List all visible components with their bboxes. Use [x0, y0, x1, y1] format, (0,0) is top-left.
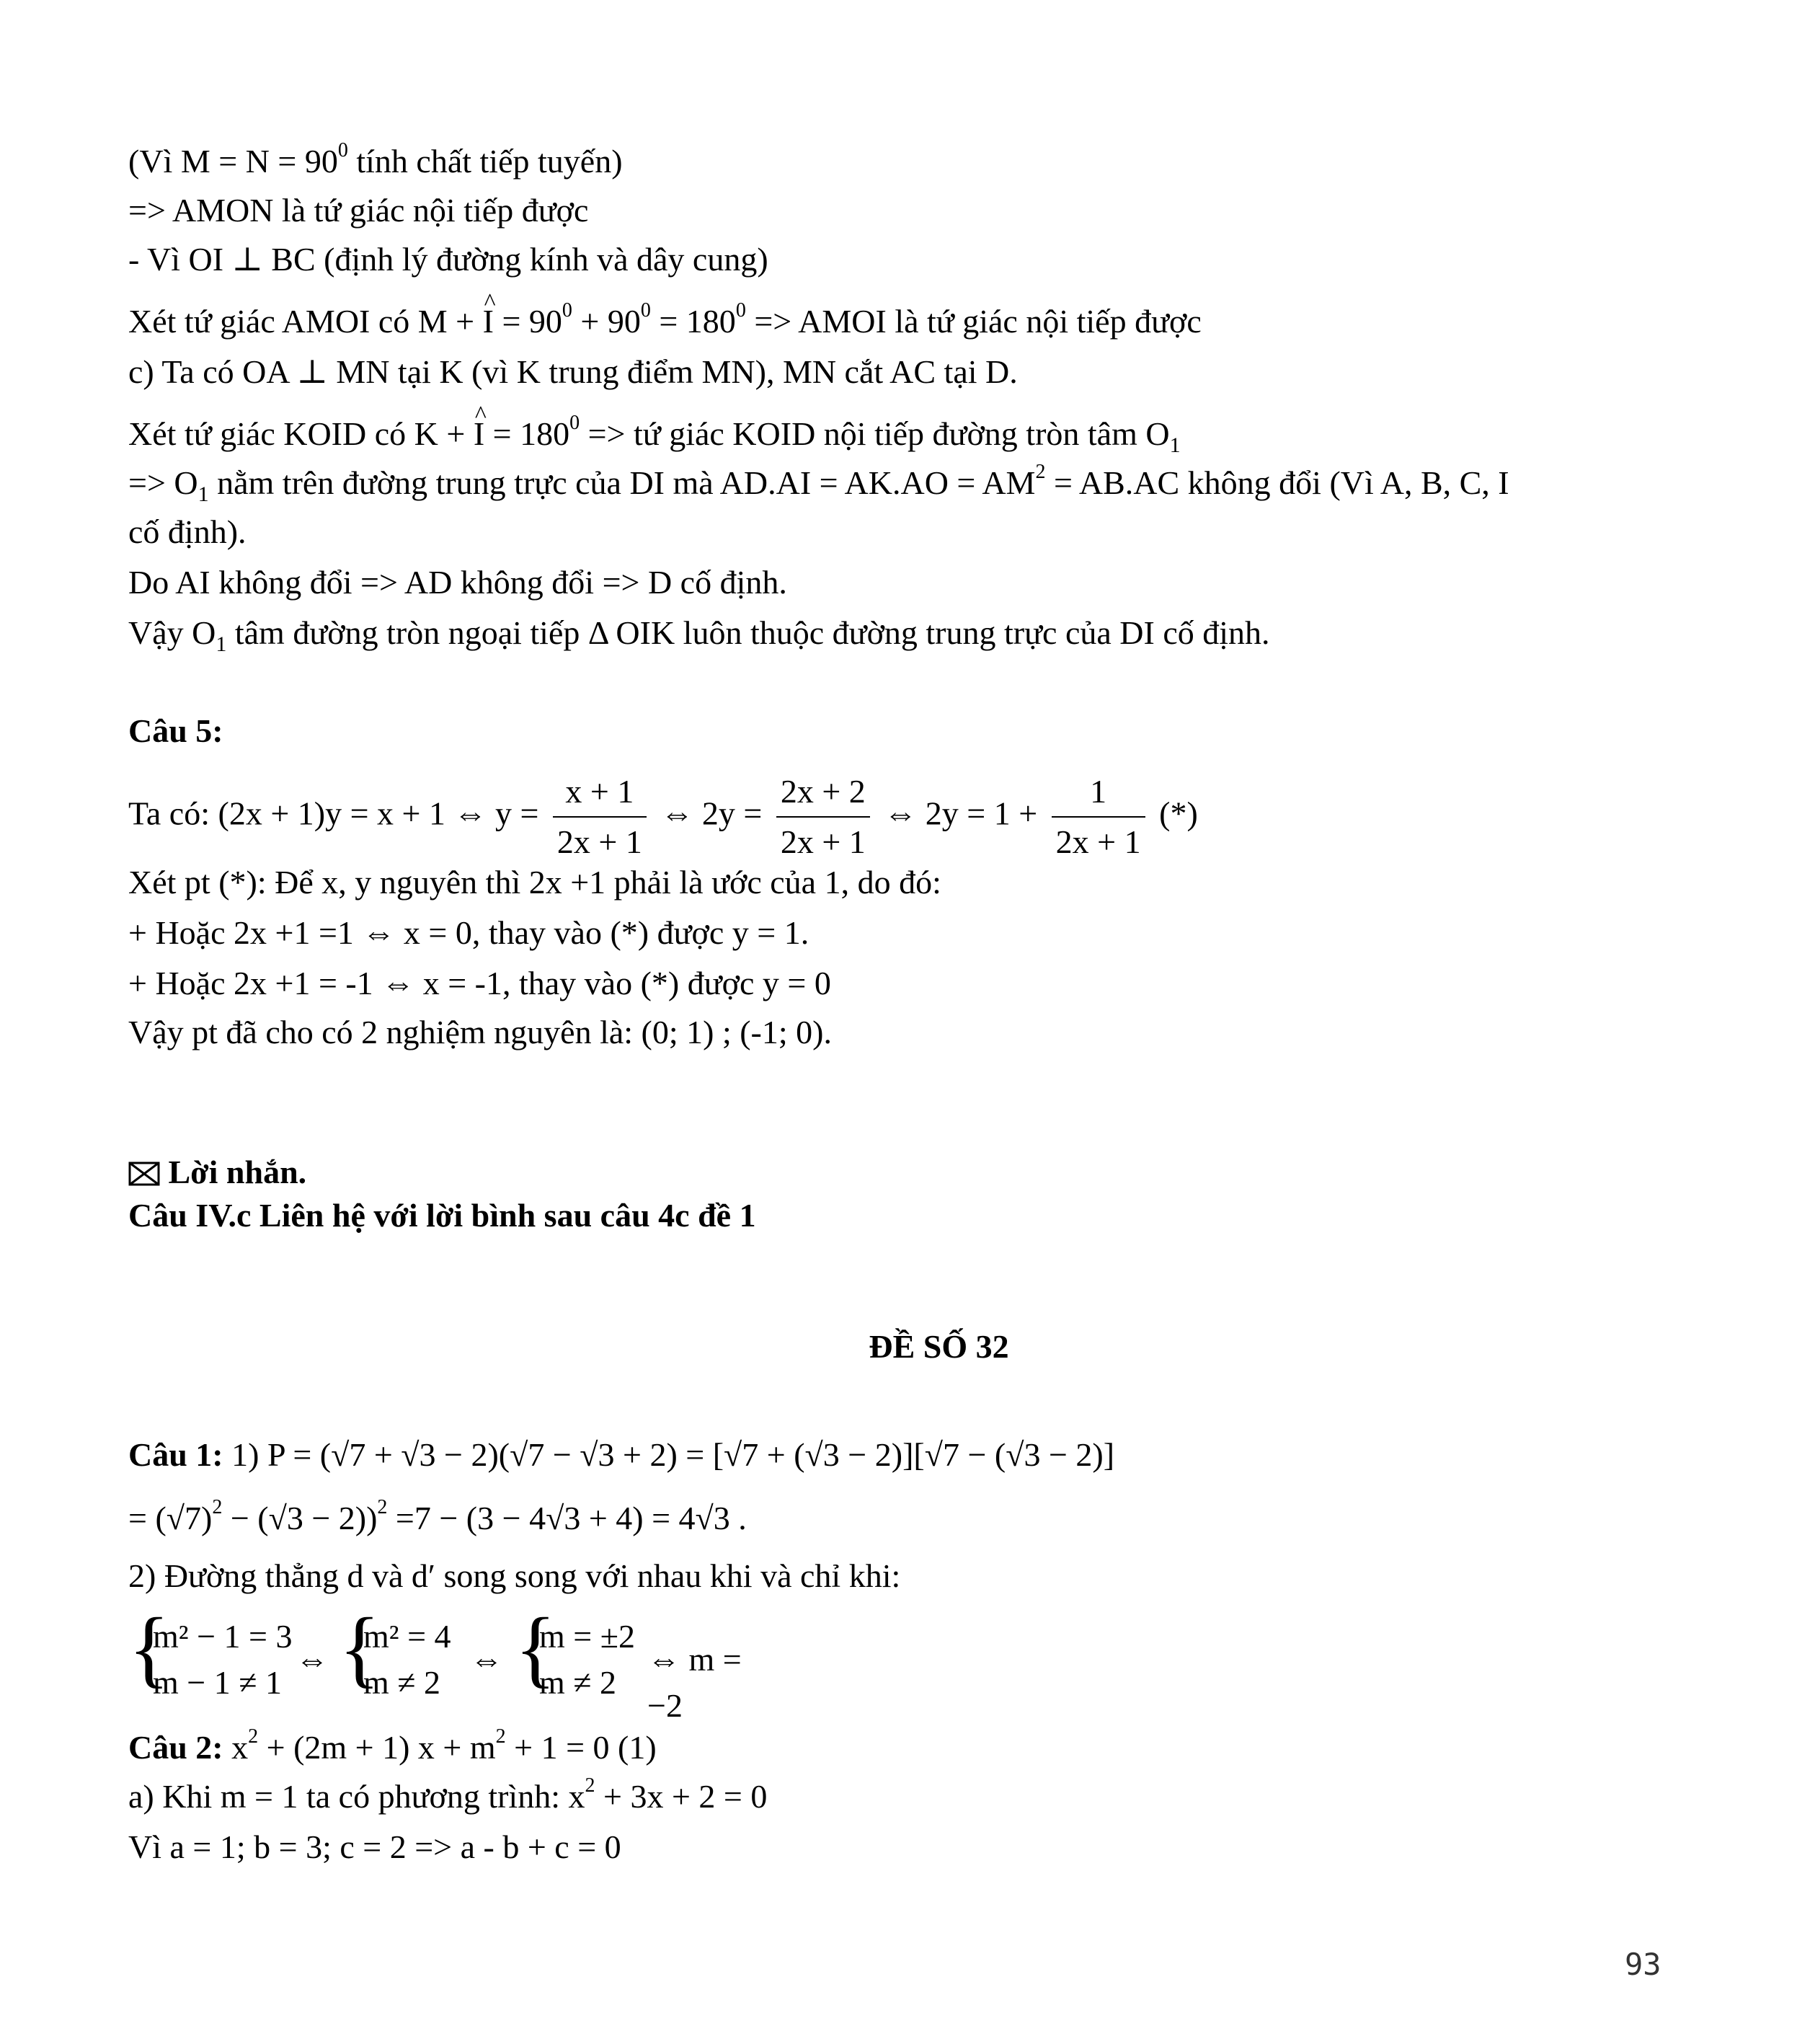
text-line: 2) Đường thẳng d và d′ song song với nhau khi và chỉ khi:: [128, 1557, 901, 1594]
system-row: m − 1 ≠ 1: [153, 1664, 282, 1701]
system-row: m ≠ 2: [539, 1664, 617, 1701]
text-span: + 90: [572, 303, 641, 340]
text-span: + 1 = 0 (1): [505, 1729, 657, 1766]
question-label: Câu 1:: [128, 1436, 223, 1473]
equiv-symbol: ⇔: [470, 1641, 503, 1678]
text-line: c) Ta có OA ⊥ MN tại K (vì K trung điểm MN), MN cắt AC tại D.: [128, 353, 1018, 390]
text-span: x: [223, 1729, 249, 1766]
text-line: - Vì OI ⊥ BC (định lý đường kính và dây cung): [128, 241, 768, 278]
text-line: + Hoặc 2x +1 = -1 ⇔ x = -1, thay vào (*) được y = 0: [128, 965, 831, 1001]
equation-system: [128, 1600, 777, 1724]
equation-line: [128, 1774, 768, 1817]
system-rows: [153, 1614, 292, 1706]
superscript: 2: [377, 1496, 388, 1518]
superscript: 0: [735, 299, 746, 322]
text-span: tâm đường tròn ngoại tiếp Δ OIK luôn thuộc đường trung trực của DI cố định.: [226, 614, 1270, 651]
numerator: 2x + 2: [776, 770, 870, 818]
text-span: Vậy O: [128, 614, 216, 651]
superscript: 0: [337, 139, 348, 162]
brace-symbol: {: [515, 1600, 556, 1696]
text-line: [128, 412, 1181, 457]
text-line: Vậy pt đã cho có 2 nghiệm nguyên là: (0; 1) ; (-1; 0).: [128, 1014, 832, 1050]
superscript: 2: [248, 1725, 259, 1748]
text-span: Xét tứ giác AMOI có M +: [128, 303, 483, 340]
superscript: 2: [1035, 461, 1046, 483]
system-rows: [363, 1614, 451, 1706]
text-line: [128, 613, 1270, 656]
text-span: − (√3 − 2)): [222, 1500, 378, 1536]
section-heading: Câu 5:: [128, 712, 223, 749]
brace-symbol: {: [128, 1600, 170, 1696]
text-span: = AB.AC không đổi (Vì A, B, C, I: [1045, 464, 1509, 501]
equation-line: [128, 1435, 1114, 1475]
text-line: [128, 301, 1202, 342]
text-line: Xét pt (*): Để x, y nguyên thì 2x +1 phải là ước của 1, do đó:: [128, 864, 941, 901]
subscript: 1: [216, 632, 227, 656]
text-span: 1) P = (√7 + √3 − 2)(√7 − √3 + 2) = [√7 + (√3 − 2)][√7 − (√3 − 2)]: [223, 1436, 1115, 1473]
exam-title: ĐỀ SỐ 32: [869, 1328, 1009, 1365]
system-row: m ≠ 2: [363, 1664, 441, 1701]
fraction: [553, 770, 647, 864]
equation-line: [128, 770, 1198, 864]
text-span: (*): [1150, 795, 1198, 832]
text-span: = 90: [493, 303, 562, 340]
text-span: tính chất tiếp tuyến): [347, 143, 623, 180]
denominator: 2x + 1: [780, 823, 866, 860]
superscript: 2: [495, 1725, 506, 1748]
system-row: m² = 4: [363, 1618, 451, 1655]
note-heading: [128, 1152, 306, 1193]
note-text: Câu IV.c Liên hệ với lời bình sau câu 4c đề 1: [128, 1197, 756, 1234]
text-span: = (√7): [128, 1500, 213, 1536]
text-line: Do AI không đổi => AD không đổi => D cố định.: [128, 564, 787, 601]
text-span: nằm trên đường trung trực của DI mà AD.AI = AK.AO = AM: [208, 464, 1036, 501]
numerator: x + 1: [553, 770, 647, 818]
result-text: ⇔ m = −2: [647, 1641, 742, 1724]
brace-symbol: {: [339, 1600, 381, 1696]
system-rows: [539, 1614, 635, 1706]
text-span: =7 − (3 − 4√3 + 4) = 4√3 .: [387, 1500, 747, 1536]
superscript: 2: [212, 1496, 223, 1518]
text-span: Lời nhắn.: [168, 1154, 307, 1190]
text-span: ⇔ 2y = 1 +: [875, 795, 1046, 832]
numerator: 1: [1052, 770, 1145, 818]
text-span: => tứ giác KOID nội tiếp đường tròn tâm O: [580, 415, 1170, 452]
text-span: => O: [128, 464, 198, 501]
equiv-symbol: ⇔: [296, 1641, 329, 1678]
text-span: + 3x + 2 = 0: [595, 1778, 768, 1815]
equation-line: [128, 1727, 657, 1768]
text-span: Xét tứ giác KOID có K +: [128, 415, 474, 452]
text-span: = 180: [484, 415, 570, 452]
text-line: [128, 141, 623, 182]
text-span: => AMOI là tứ giác nội tiếp được: [745, 303, 1202, 340]
text-line: cố định).: [128, 513, 247, 550]
fraction: [776, 770, 870, 864]
system-row: m = ±2: [539, 1618, 635, 1655]
superscript: 0: [569, 412, 580, 434]
text-line: => AMON là tứ giác nội tiếp được: [128, 192, 589, 229]
text-line: + Hoặc 2x +1 =1 ⇔ x = 0, thay vào (*) được y = 1.: [128, 914, 809, 951]
angle-symbol: I ^: [483, 301, 494, 342]
text-line: [128, 461, 1509, 506]
equation-line: [128, 1498, 747, 1539]
text-span: Ta có: (2x + 1)y = x + 1 ⇔ y =: [128, 795, 547, 832]
page-number: 93: [1625, 1947, 1661, 1982]
question-label: Câu 2:: [128, 1729, 223, 1766]
subscript: 1: [1169, 433, 1181, 457]
text-span: a) Khi m = 1 ta có phương trình: x: [128, 1778, 585, 1815]
text-span: = 180: [650, 303, 736, 340]
text-span: M = N = 90: [180, 143, 338, 180]
text-span: (Vì: [128, 143, 173, 180]
text-span: + (2m + 1) x + m: [258, 1729, 496, 1766]
envelope-icon: [128, 1162, 160, 1186]
denominator: 2x + 1: [556, 823, 642, 860]
superscript: 2: [585, 1774, 595, 1797]
superscript: 0: [562, 299, 572, 322]
system-row: m² − 1 = 3: [153, 1618, 293, 1655]
fraction: [1052, 770, 1145, 864]
angle-symbol: I ^: [474, 414, 484, 454]
denominator: 2x + 1: [1055, 823, 1141, 860]
subscript: 1: [198, 482, 209, 506]
text-line: Vì a = 1; b = 3; c = 2 => a - b + c = 0: [128, 1828, 621, 1865]
superscript: 0: [640, 299, 651, 322]
text-span: ⇔ 2y =: [652, 795, 771, 832]
